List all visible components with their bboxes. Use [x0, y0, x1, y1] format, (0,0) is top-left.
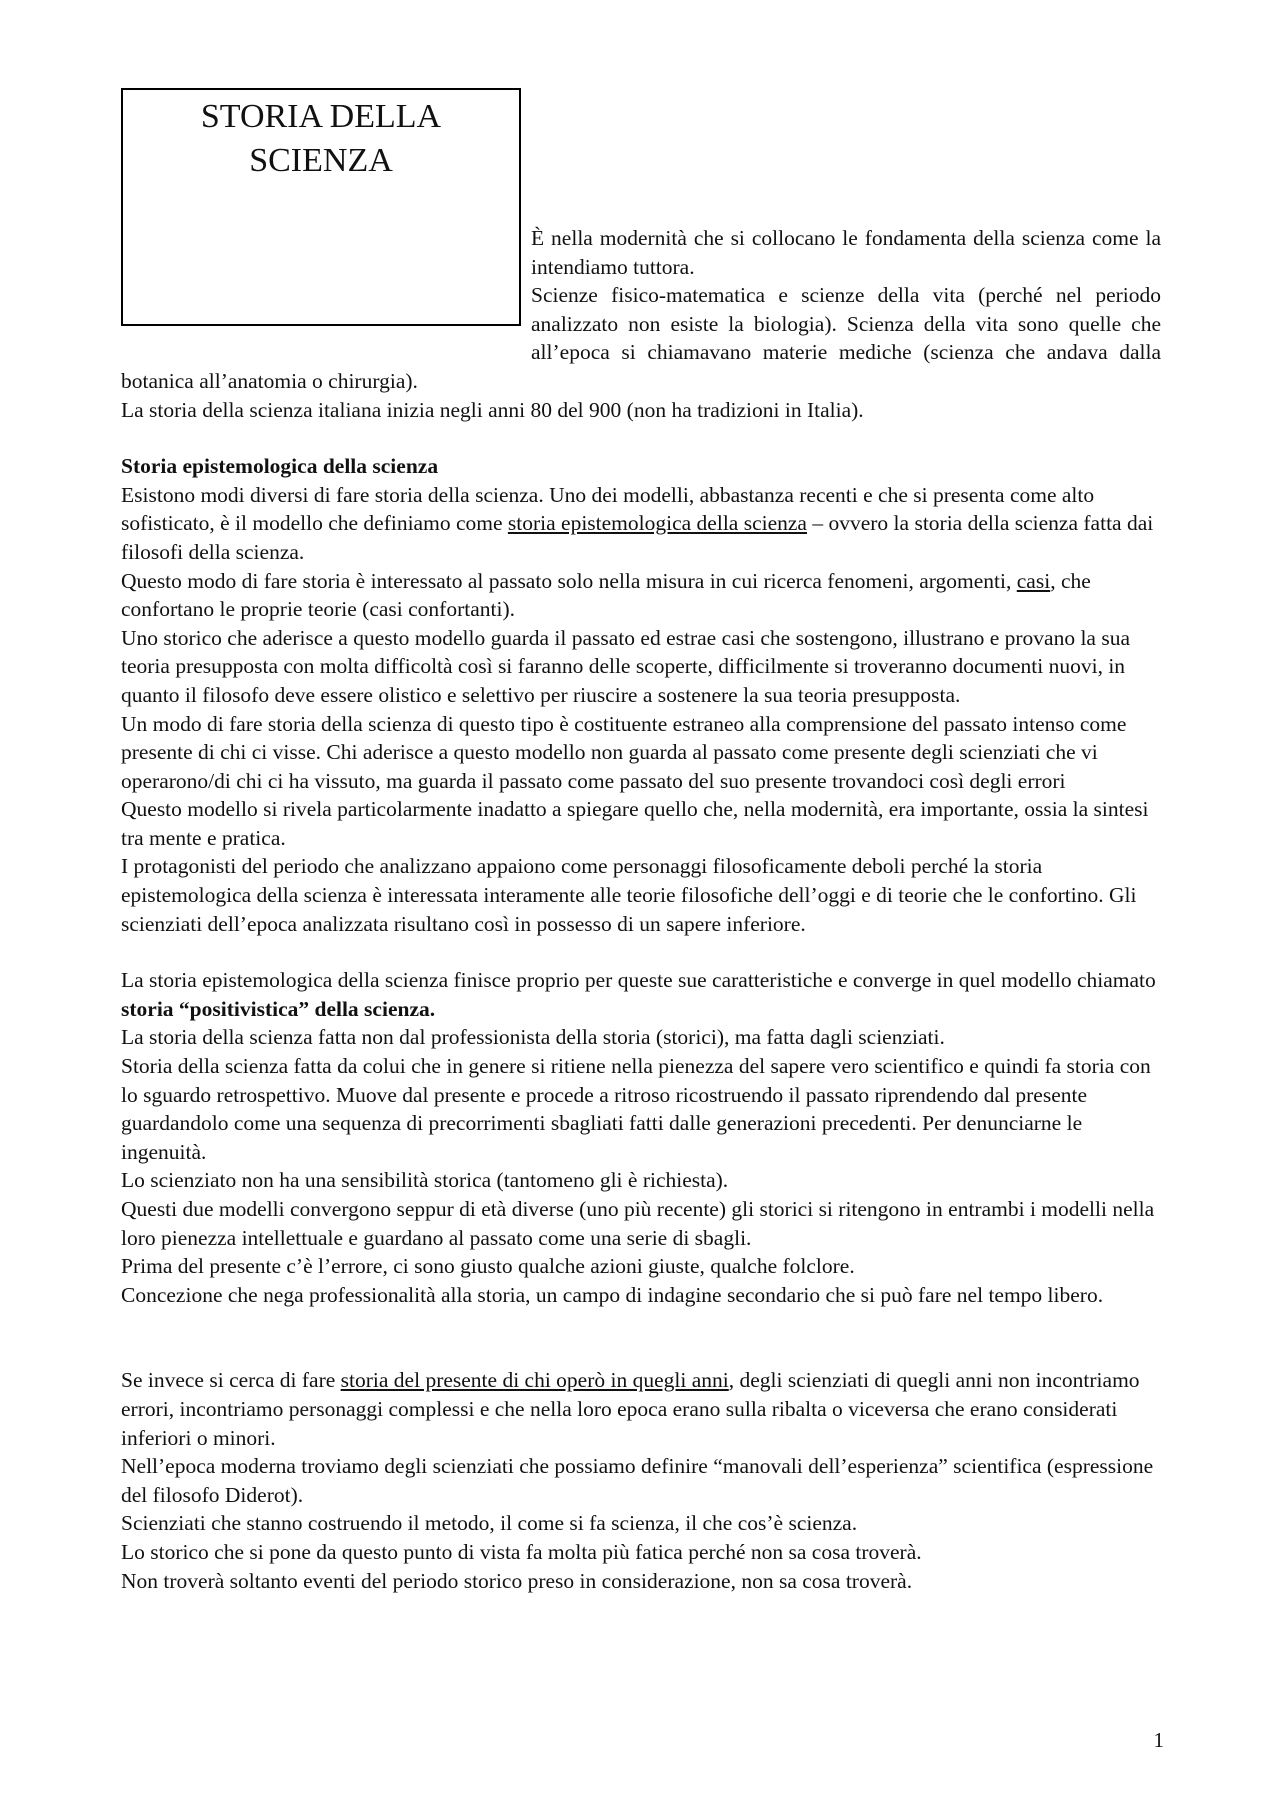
paragraph: Un modo di fare storia della scienza di questo tipo è costituente estraneo alla comprensione del passato intenso come presente di chi ci visse. Chi aderisce a questo modello non guarda al passato come presente degli scienziati che vi operarono/di chi ci ha vissuto, ma guarda il passato come passato del suo presente trovandoci così degli errori	[121, 711, 1127, 793]
paragraph: Se invece si cerca di fare storia del presente di chi operò in quegli anni, degli scienziati di quegli anni non incontriamo errori, incontriamo personaggi complessi e che nella loro epoca erano sulla ribalta o viceversa che erano considerati inferiori o minori.	[121, 1368, 1140, 1450]
paragraph: Lo scienziato non ha una sensibilità storica (tantomeno gli è richiesta).	[121, 1168, 729, 1193]
paragraph: Scienziati che stanno costruendo il metodo, il come si fa scienza, il che cos’è scienza.	[121, 1511, 858, 1536]
blank-line	[121, 938, 1161, 966]
paragraph: Esistono modi diversi di fare storia della scienza. Uno dei modelli, abbastanza recenti e che si presenta come alto sofisticato, è il modello che definiamo come storia epistemologica della scienza – ovvero la storia della scienza fatta dai filosofi della scienza.	[121, 482, 1154, 564]
title-line-2: SCIENZA	[249, 142, 393, 179]
paragraph: Questo modello si rivela particolarmente inadatto a spiegare quello che, nella modernità, era importante, ossia la sintesi tra mente e pratica.	[121, 797, 1149, 850]
section-heading: Storia epistemologica della scienza	[121, 454, 439, 479]
underlined-term: storia del presente di chi operò in quegli anni	[340, 1368, 729, 1393]
intro-paragraph: La storia della scienza italiana inizia negli anni 80 del 900 (non ha tradizioni in Italia).	[121, 397, 864, 422]
document-body	[121, 224, 1161, 1595]
paragraph: Prima del presente c’è l’errore, ci sono giusto qualche azioni giuste, qualche folclore.	[121, 1254, 855, 1279]
paragraph: Questo modo di fare storia è interessato al passato solo nella misura in cui ricerca fenomeni, argomenti, casi, che confortano le proprie teorie (casi confortanti).	[121, 568, 1091, 622]
paragraph: Uno storico che aderisce a questo modello guarda il passato ed estrae casi che sostengono, illustrano e provano la sua teoria presupposta con molta difficoltà così si faranno delle scoperte, difficilmente si troveranno documenti nuovi, in quanto il filosofo deve essere olistico e selettivo per riuscire a sostenere la sua teoria presupposta.	[121, 625, 1130, 707]
underlined-term: casi	[1016, 568, 1051, 593]
paragraph: Lo storico che si pone da questo punto di vista fa molta più fatica perché non sa cosa troverà.	[121, 1539, 922, 1564]
paragraph: Nell’epoca moderna troviamo degli scienziati che possiamo definire “manovali dell’esperienza” scientifica (espressione del filosofo Diderot).	[121, 1454, 1154, 1507]
paragraph: La storia epistemologica della scienza finisce proprio per queste sue caratteristiche e converge in quel modello chiamato storia “positivistica” della scienza.	[121, 968, 1156, 1021]
paragraph: Non troverà soltanto eventi del periodo storico preso in considerazione, non sa cosa troverà.	[121, 1568, 913, 1593]
intro	[121, 224, 1161, 424]
intro-paragraph: Scienze fisico-matematica e scienze della vita (perché nel periodo analizzato non esiste la biologia). Scienza della vita sono quelle che all’epoca si chiamavano materie mediche (scienza che andava dalla botanica all’anatomia o chirurgia).	[121, 283, 1161, 393]
underlined-term: storia epistemologica della scienza	[507, 511, 807, 536]
paragraph: Storia della scienza fatta da colui che in genere si ritiene nella pienezza del sapere vero scientifico e quindi fa storia con lo sguardo retrospettivo. Muove dal presente e procede a ritroso ricostruendo il passato riprendendo dal presente guardandolo come una sequenza di precorrimenti sbagliati fatti dalle generazioni precedenti. Per denunciarne le ingenuità.	[121, 1054, 1151, 1164]
blank-line	[121, 424, 1161, 452]
title-line-1: STORIA DELLA	[200, 98, 442, 135]
blank-lines	[121, 1309, 1161, 1366]
bold-term: storia “positivistica” della scienza.	[121, 996, 436, 1021]
paragraph: Questi due modelli convergono seppur di età diverse (uno più recente) gli storici si ritengono in entrambi i modelli nella loro pienezza intellettuale e guardano al passato come una serie di sbagli.	[121, 1197, 1155, 1250]
paragraph: I protagonisti del periodo che analizzano appaiono come personaggi filosoficamente deboli perché la storia epistemologica della scienza è interessata interamente alle teorie filosofiche dell’oggi e di teorie che le confortino. Gli scienziati dell’epoca analizzata risultano così in possesso di un sapere inferiore.	[121, 854, 1137, 936]
paragraph: Concezione che nega professionalità alla storia, un campo di indagine secondario che si può fare nel tempo libero.	[121, 1282, 1104, 1307]
title-box-spacer	[121, 224, 531, 339]
paragraph: La storia della scienza fatta non dal professionista della storia (storici), ma fatta dagli scienziati.	[121, 1025, 945, 1050]
page-number: 1	[1153, 1728, 1164, 1752]
intro-paragraph: È nella modernità che si collocano le fondamenta della scienza come la intendiamo tuttora.	[531, 226, 1161, 279]
